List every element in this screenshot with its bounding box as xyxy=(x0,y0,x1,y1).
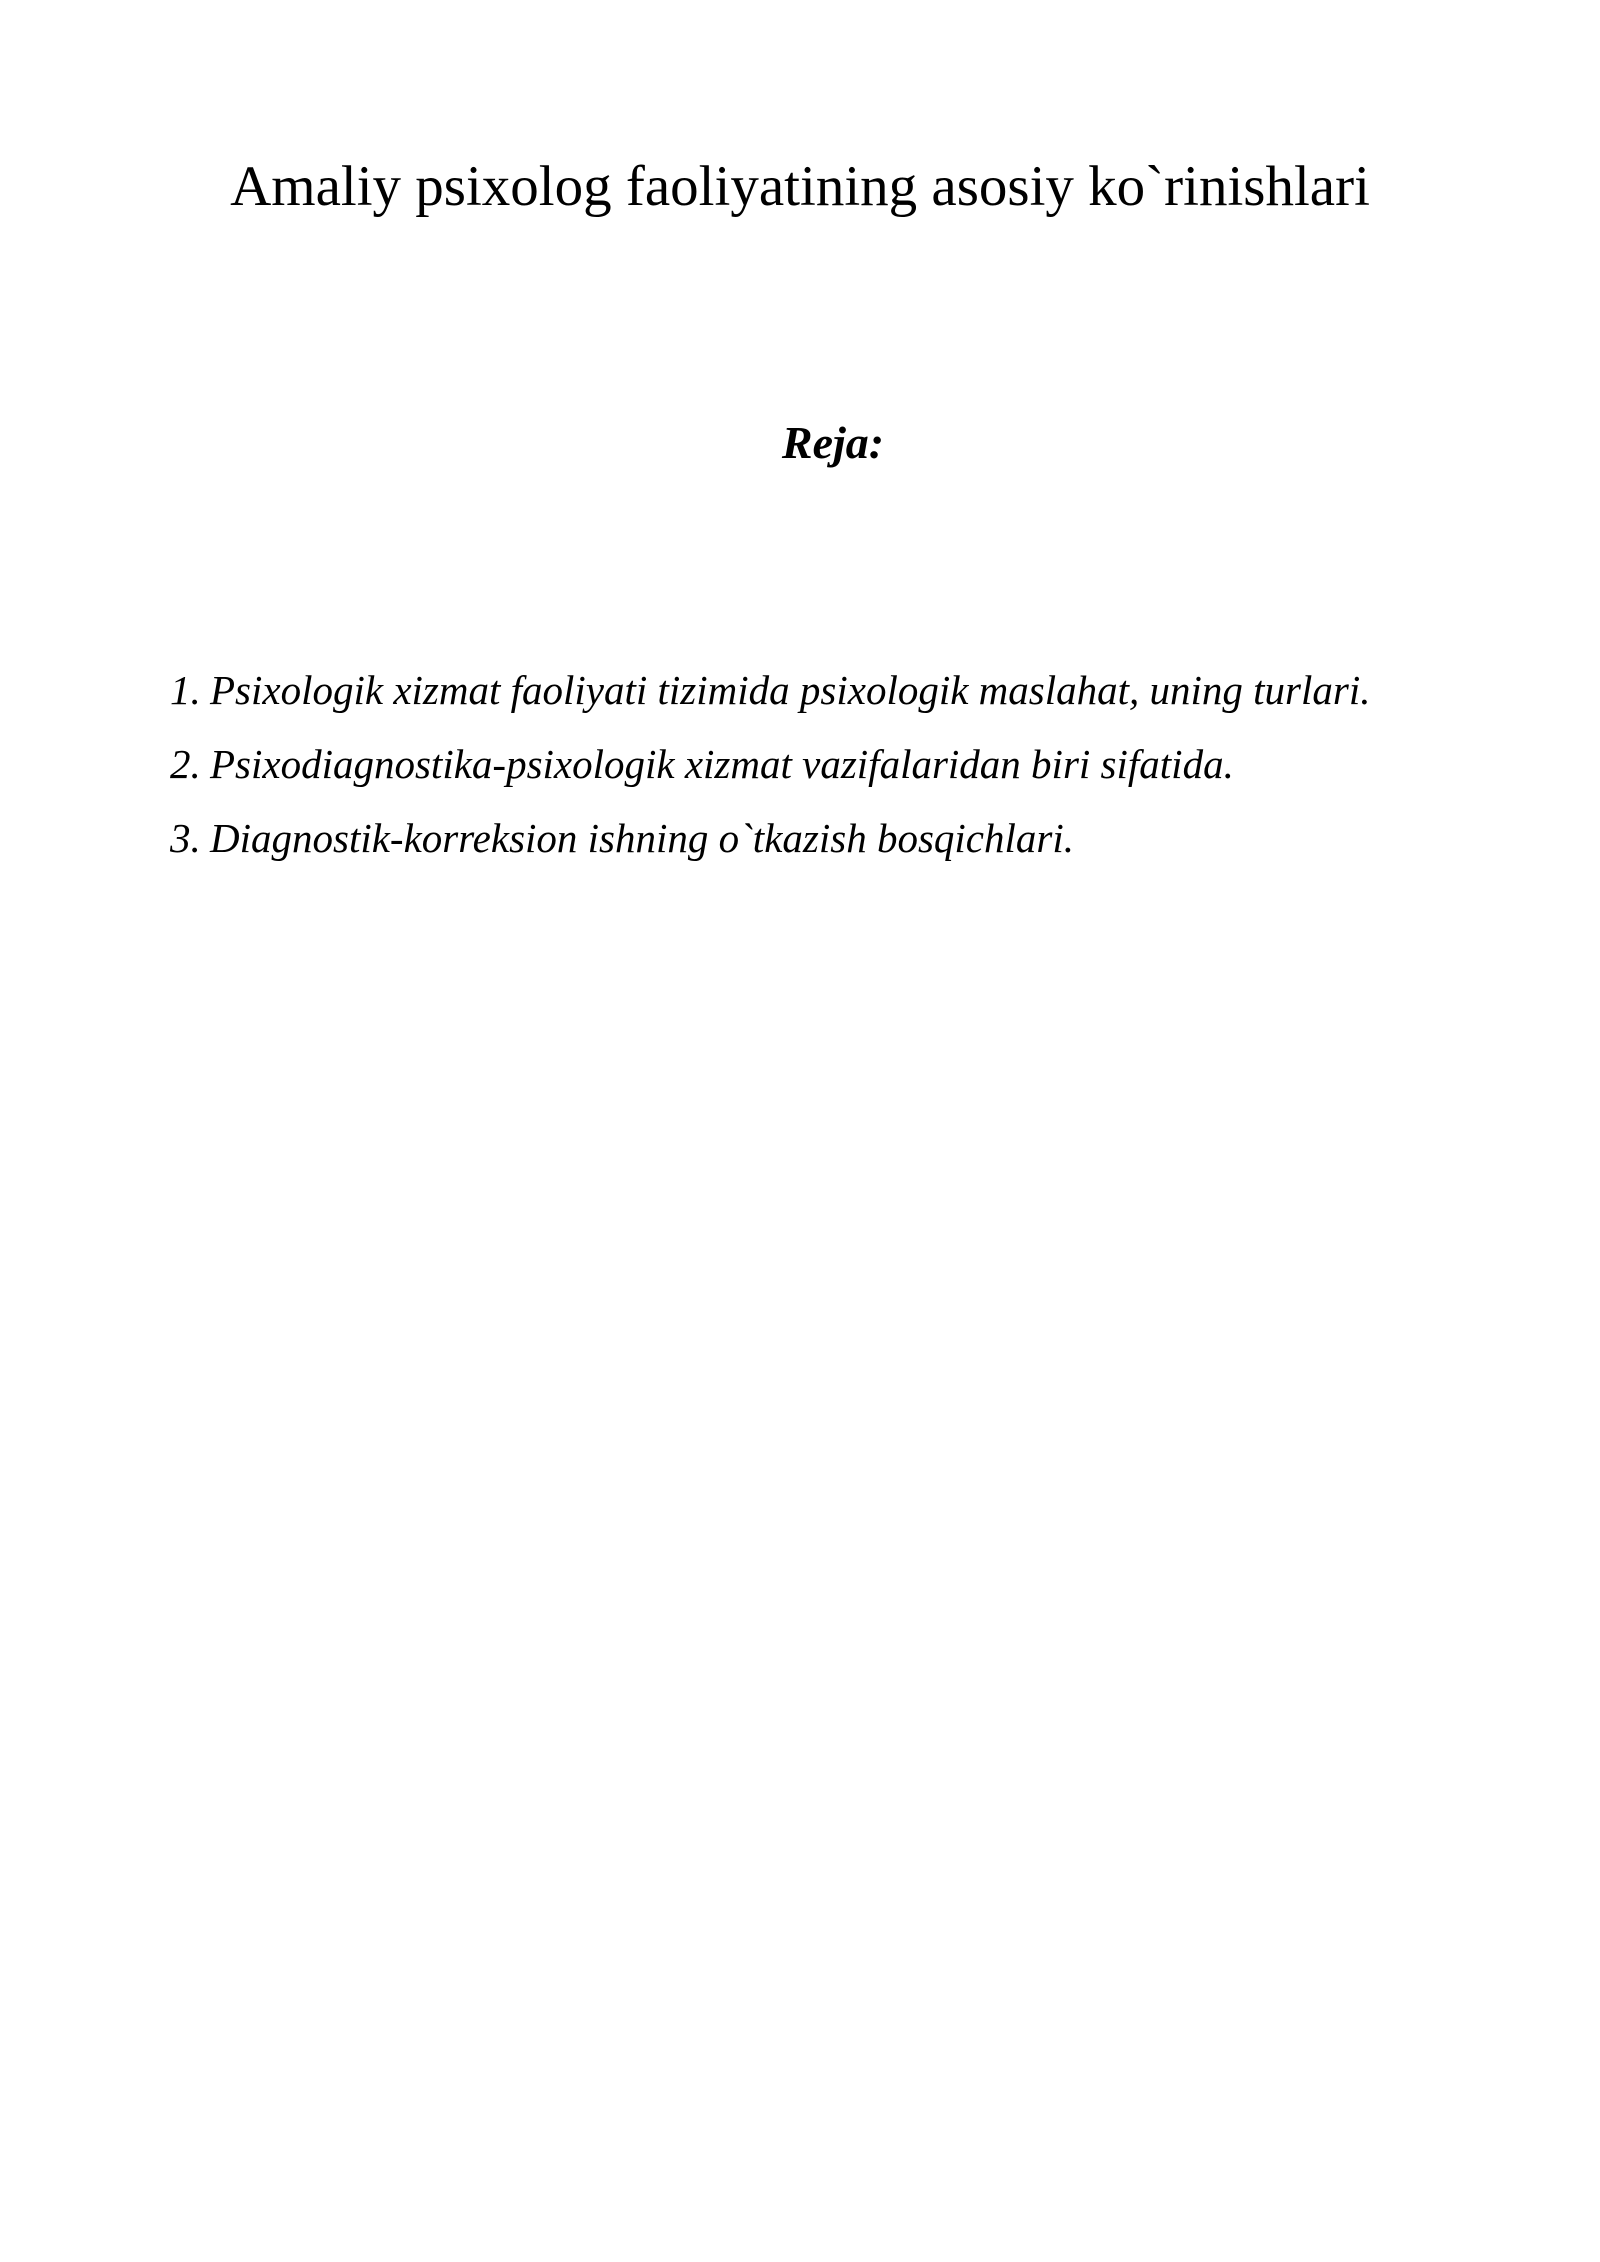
plan-item-text: Psixologik xizmat faoliyati tizimida psixologik maslahat, uning turlari. xyxy=(210,667,1371,713)
document-title: Amaliy psixolog faoliyatining asosiy ko`rinishlari xyxy=(230,155,1370,218)
plan-heading: Reja: xyxy=(781,417,885,468)
plan-item-number: 3. xyxy=(170,815,201,861)
plan-item-number: 2. xyxy=(170,741,201,787)
plan-list xyxy=(170,660,1570,882)
plan-item xyxy=(170,660,1570,734)
plan-item-number: 1. xyxy=(170,667,201,713)
plan-item xyxy=(170,734,1570,808)
plan-item-text: Diagnostik-korreksion ishning o`tkazish bosqichlari. xyxy=(210,815,1074,861)
plan-item-text: Psixodiagnostika-psixologik xizmat vazifalaridan biri sifatida. xyxy=(210,741,1234,787)
plan-item xyxy=(170,808,1570,882)
